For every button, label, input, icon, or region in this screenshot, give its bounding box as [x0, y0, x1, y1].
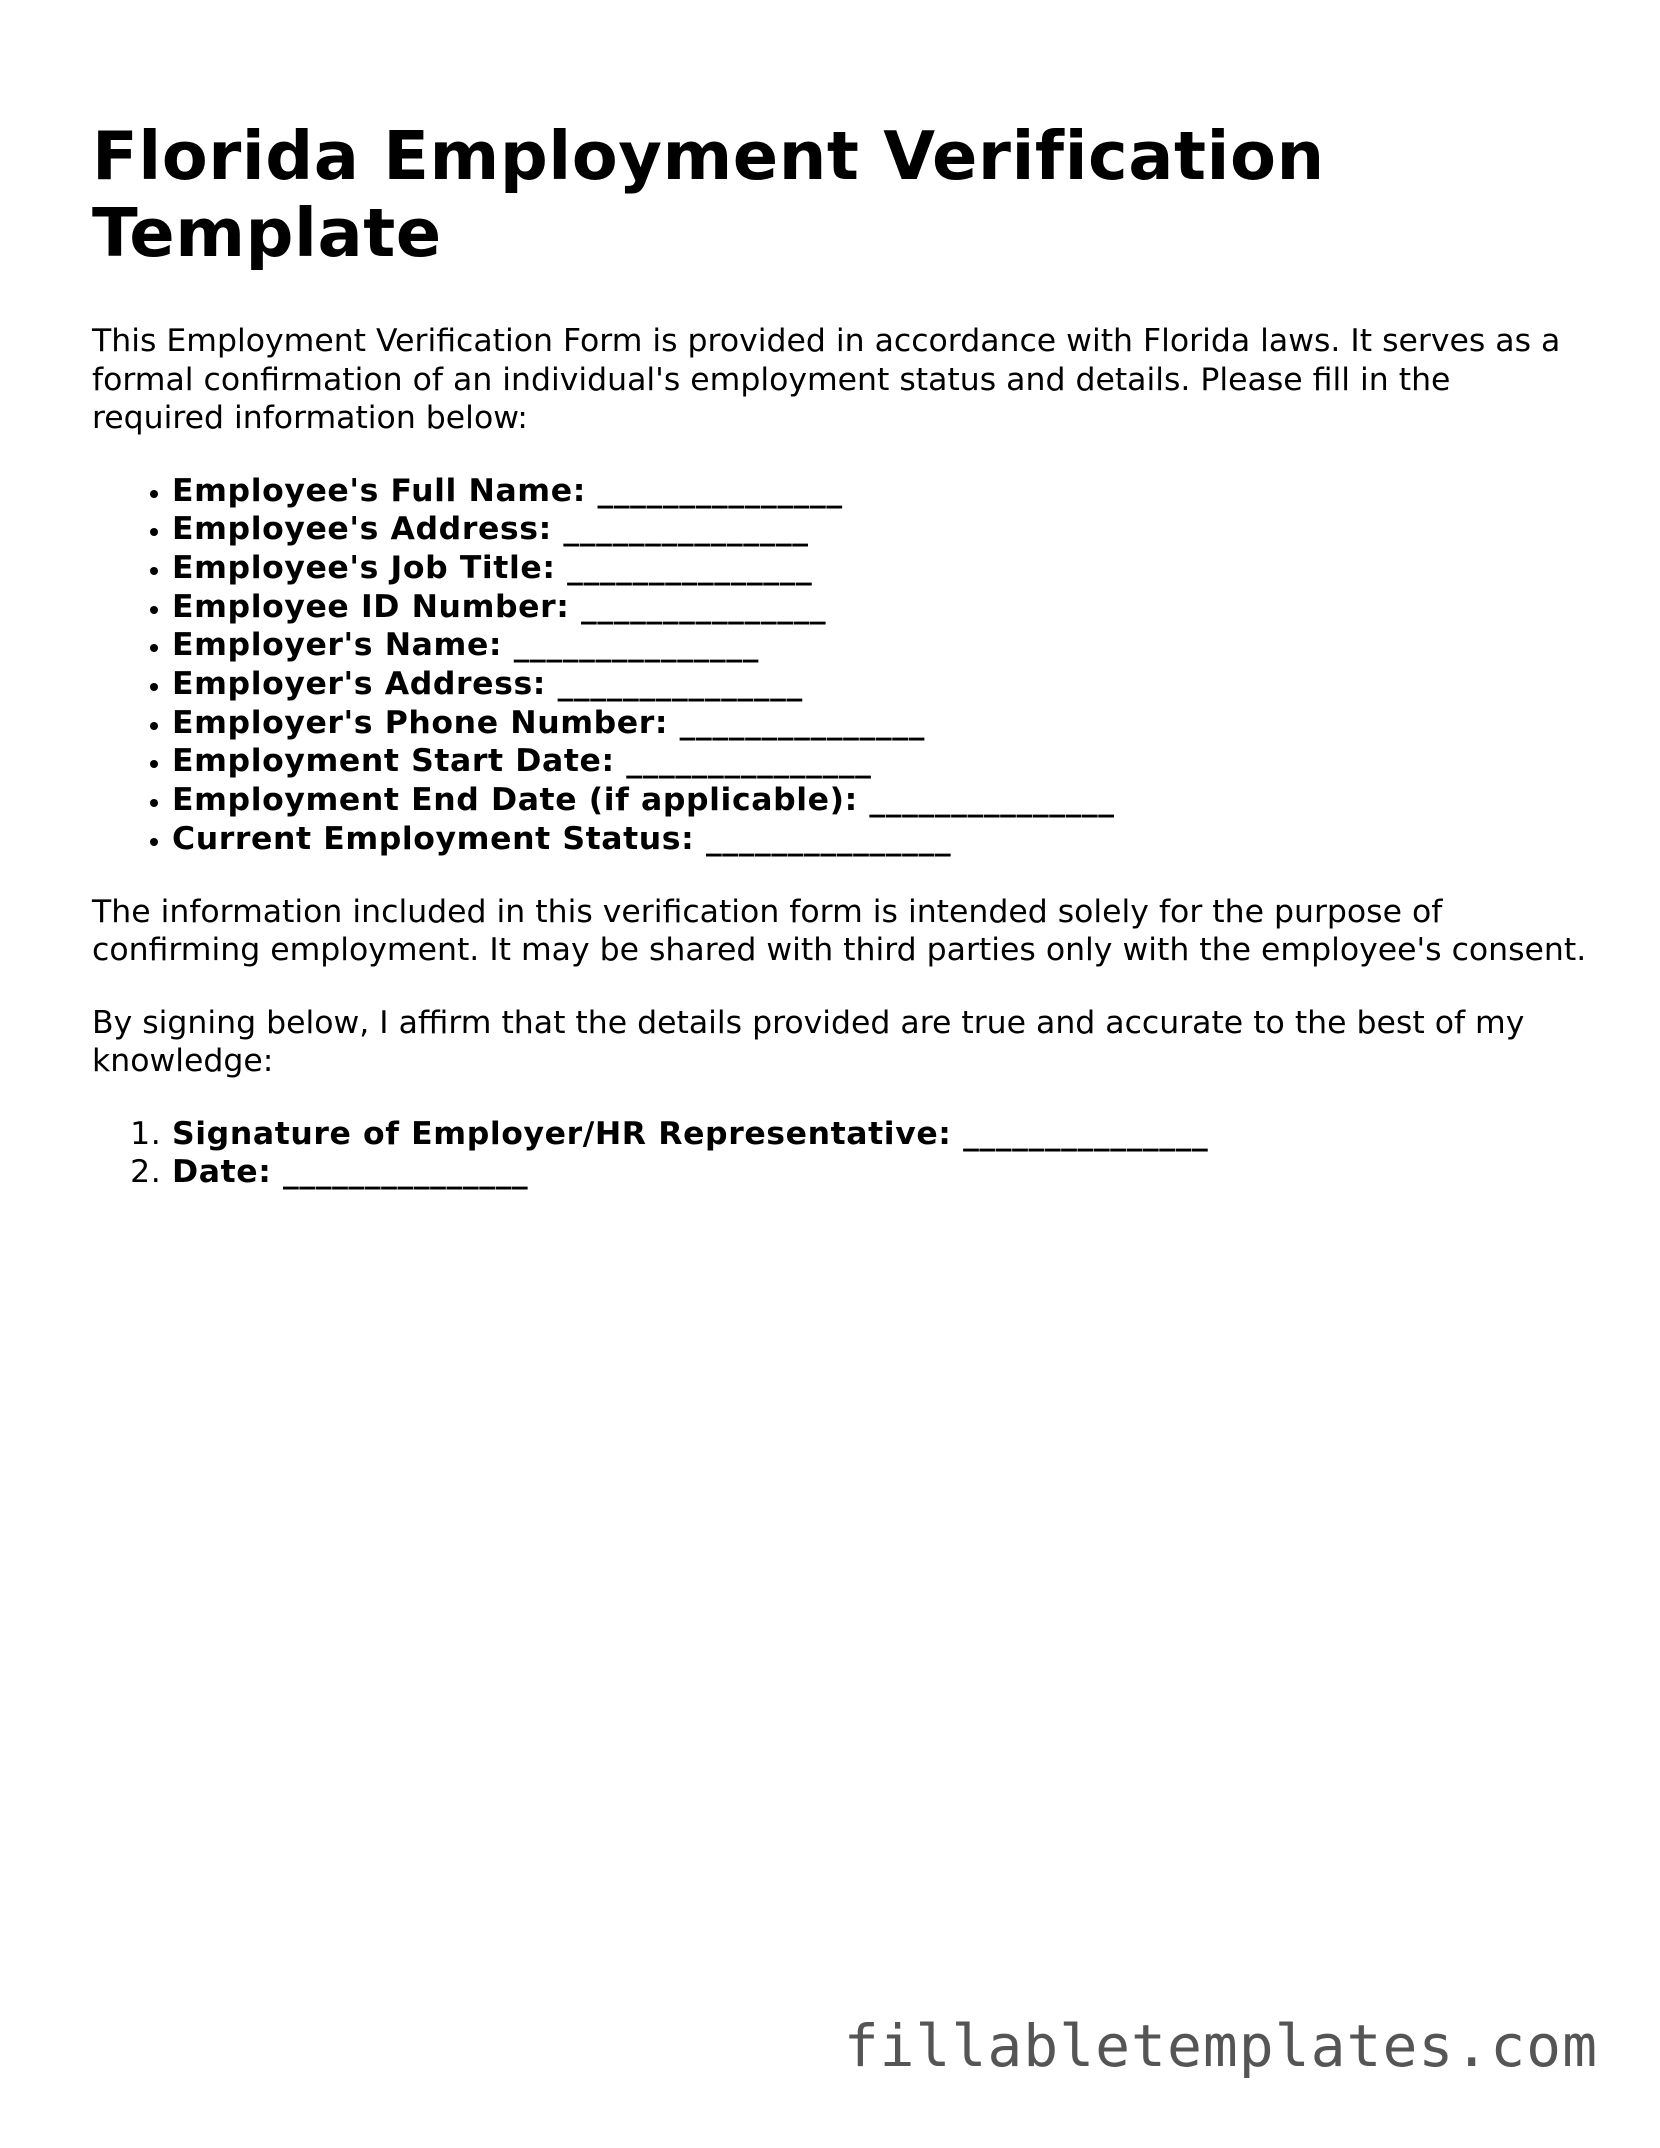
field-employee-address: • Employee's Address: _______________	[172, 510, 1592, 549]
blank-line[interactable]: _______________	[679, 704, 925, 741]
field-employee-id-number: • Employee ID Number: _______________	[172, 588, 1592, 627]
blank-line[interactable]: _______________	[869, 782, 1115, 819]
blank-line[interactable]: _______________	[963, 1115, 1209, 1152]
field-employee-job-title: • Employee's Job Title: _______________	[172, 549, 1592, 588]
affirmation-paragraph: By signing below, I affirm that the details provided are true and accurate to the best of my knowledge:	[92, 1004, 1525, 1080]
blank-line[interactable]: _______________	[597, 472, 843, 509]
blank-line[interactable]: _______________	[581, 588, 827, 625]
field-employment-end-date: • Employment End Date (if applicable): _______________	[172, 781, 1592, 820]
purpose-paragraph: The information included in this verification form is intended solely for the purpose of confirming employment. It may be shared with third parties only with the employee's consent.	[92, 893, 1587, 969]
field-employer-phone-number: • Employer's Phone Number: _______________	[172, 704, 1592, 743]
field-employee-full-name: • Employee's Full Name: _______________	[172, 472, 1592, 511]
blank-line[interactable]: _______________	[283, 1154, 529, 1191]
blank-line[interactable]: _______________	[557, 666, 803, 703]
signature-field: 1. Signature of Employer/HR Representative: _______________	[172, 1115, 1592, 1154]
blank-line[interactable]: _______________	[705, 820, 952, 857]
blank-line[interactable]: _______________	[563, 511, 809, 548]
field-current-employment-status: • Current Employment Status: _______________	[172, 820, 1592, 859]
blank-line[interactable]: _______________	[626, 743, 872, 780]
blank-line[interactable]: _______________	[513, 627, 759, 664]
document-title: Florida Employment Verification Template	[92, 117, 1325, 272]
document-page	[92, 118, 1592, 1192]
signature-list	[92, 1115, 1592, 1192]
watermark: fillabletemplates.com	[843, 2012, 1598, 2080]
field-employer-name: • Employer's Name: _______________	[172, 626, 1592, 665]
field-employment-start-date: • Employment Start Date: _______________	[172, 742, 1592, 781]
field-employer-address: • Employer's Address: _______________	[172, 665, 1592, 704]
intro-paragraph: This Employment Verification Form is provided in accordance with Florida laws. It serves as a formal confirmation of an individual's employment status and details. Please fill in the required information below:	[92, 323, 1561, 436]
employment-fields-list	[92, 472, 1592, 859]
blank-line[interactable]: _______________	[567, 549, 813, 586]
date-field: 2. Date: _______________	[172, 1153, 1592, 1192]
